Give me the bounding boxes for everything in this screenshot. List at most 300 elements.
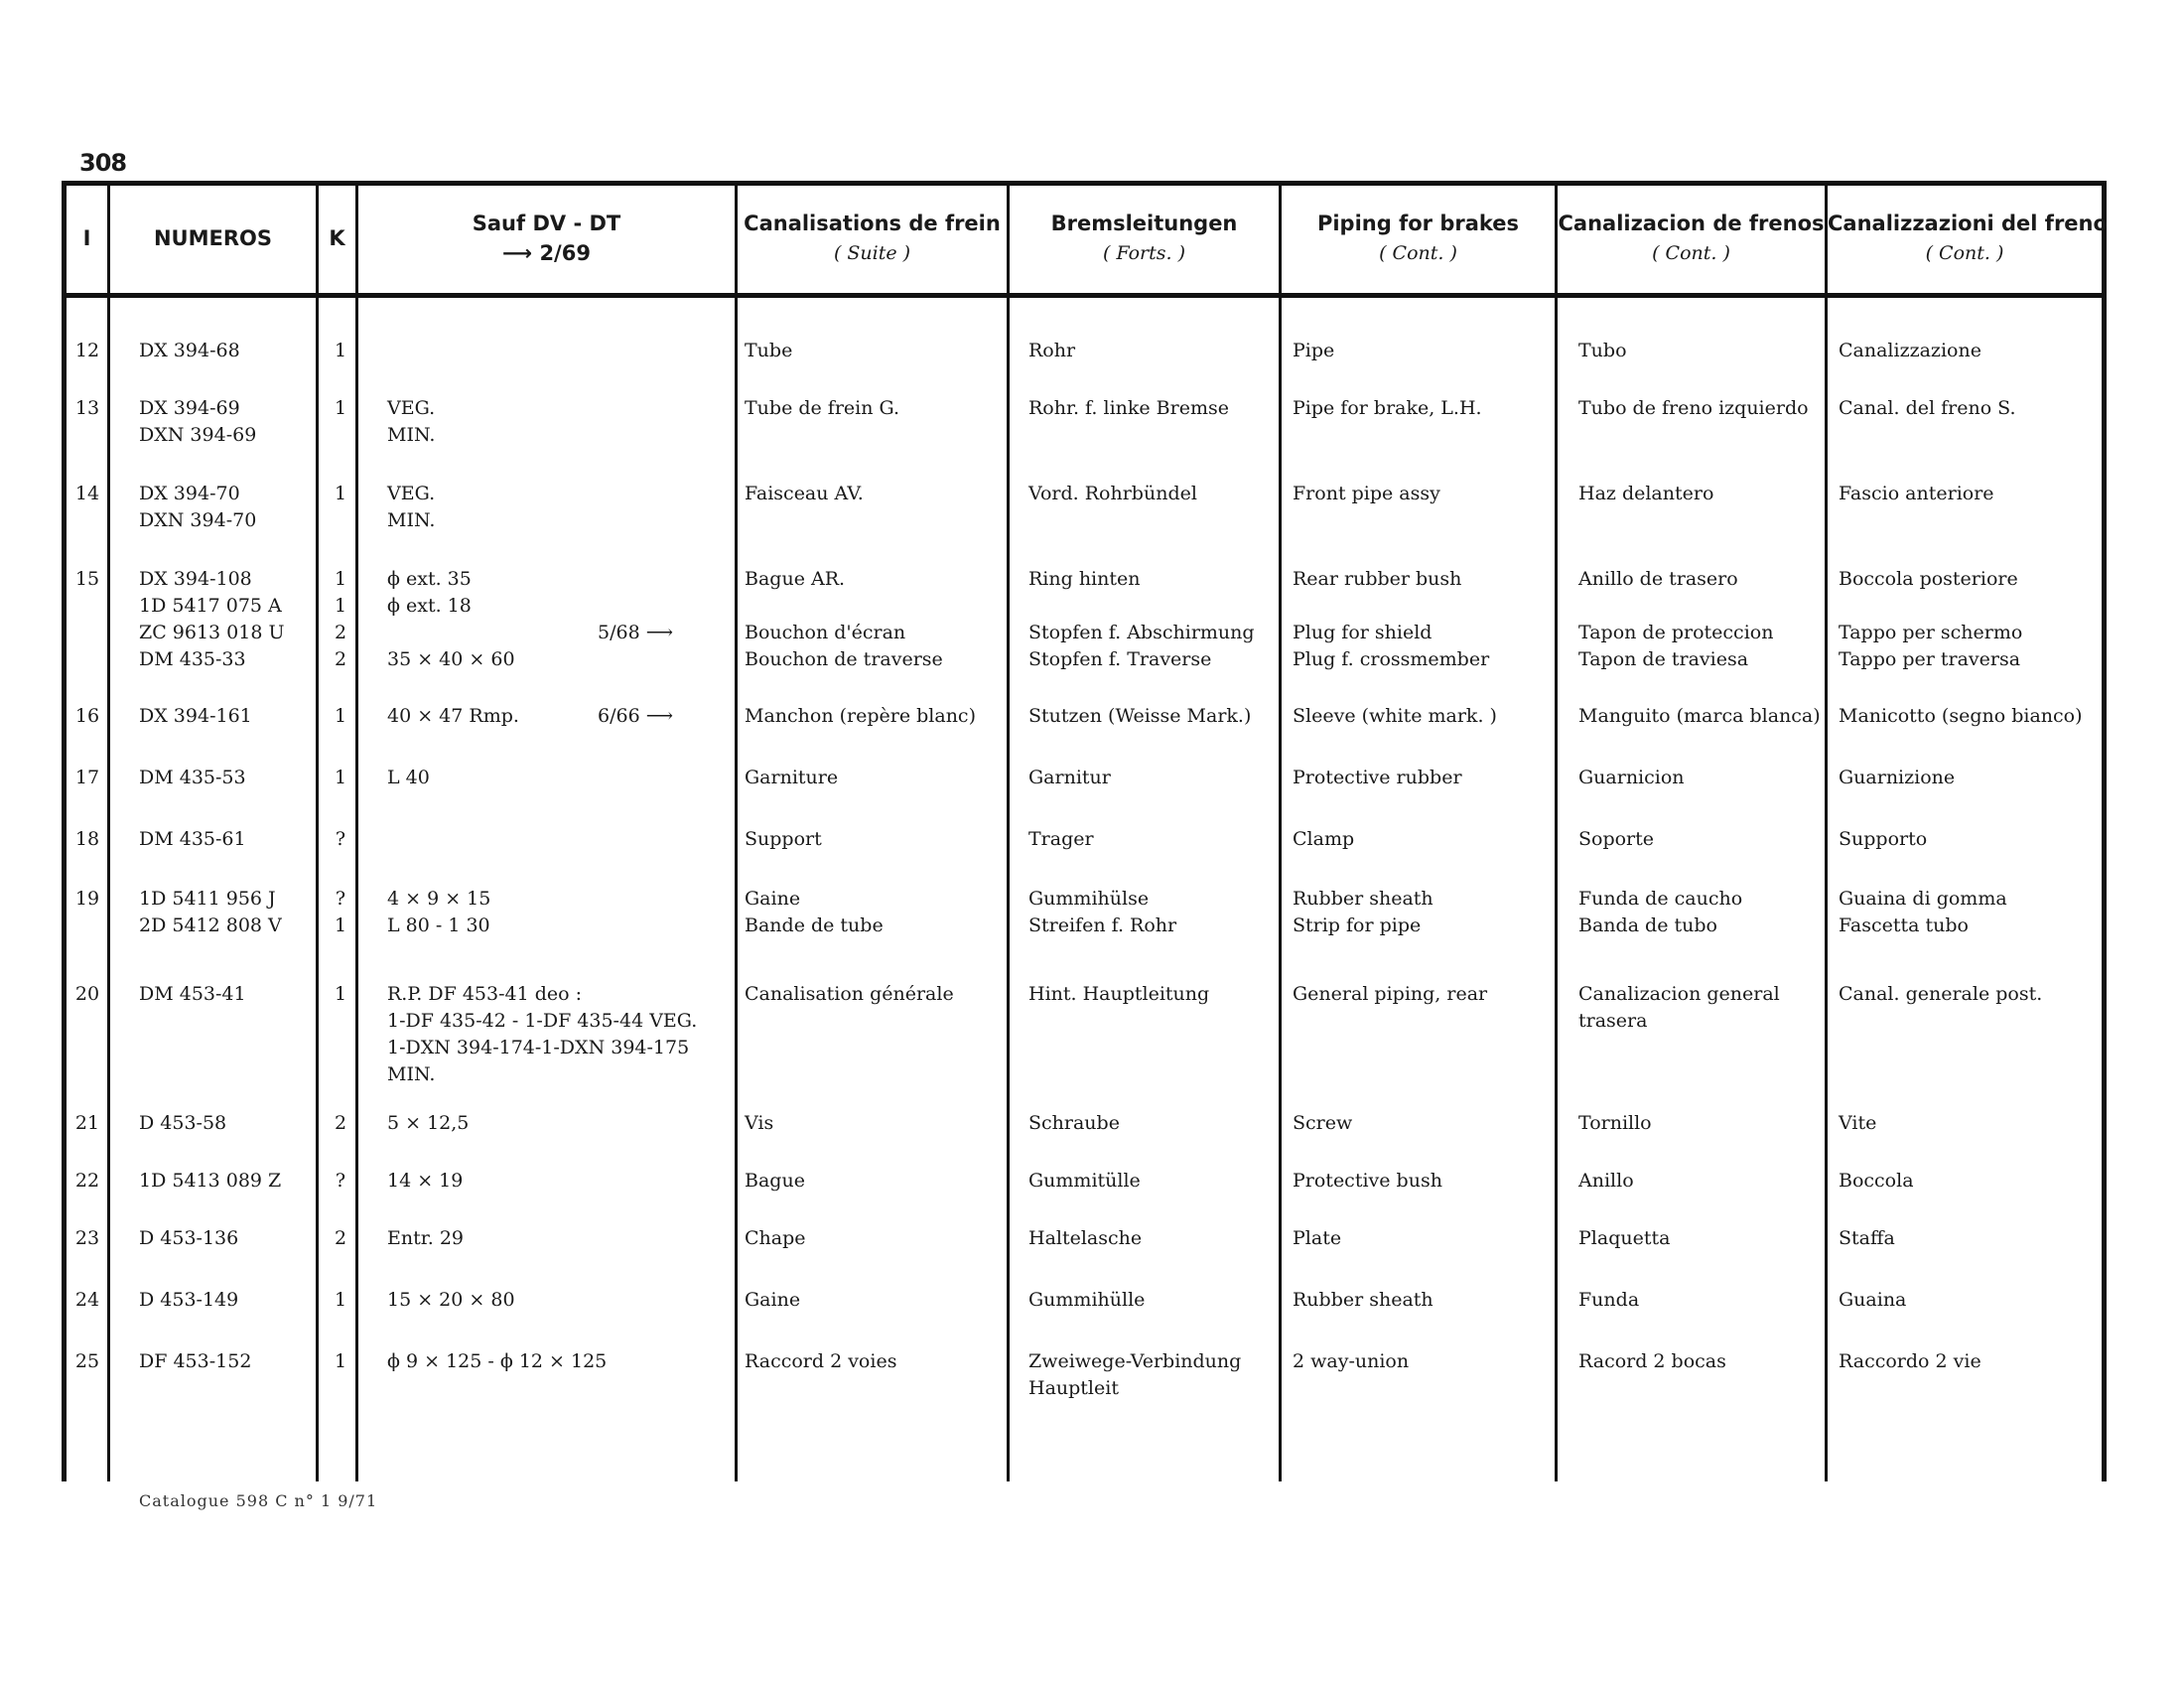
desc-german-text: Gummihülle [1028, 1289, 1146, 1311]
variant-note-text: MIN. [387, 509, 436, 531]
desc-english-text: Rear rubber bush [1293, 568, 1462, 590]
desc-french-line [745, 620, 1003, 646]
desc-english [1293, 981, 1561, 1008]
desc-spanish-text: Tapon de proteccion [1578, 622, 1774, 643]
item-number: 19 [74, 888, 100, 910]
variant-note [387, 1168, 725, 1195]
desc-german-text: Schraube [1028, 1112, 1120, 1134]
desc-german-text: Vord. Rohrbündel [1028, 483, 1197, 504]
quantity-text: 1 [334, 483, 347, 504]
part-number-line [139, 913, 308, 939]
quantity-text: 2 [334, 1112, 347, 1134]
part-number-text: DXN 394-69 [139, 424, 257, 446]
desc-german [1028, 1168, 1282, 1195]
quantity-line [326, 703, 355, 730]
part-number-line [139, 481, 308, 507]
variant-note-line [387, 1287, 725, 1314]
desc-spanish-text: Plaquetta [1578, 1227, 1671, 1249]
item-number: 14 [74, 483, 100, 504]
part-number [139, 1225, 308, 1252]
desc-french-line [745, 1287, 1003, 1314]
variant-note-line [387, 1225, 725, 1252]
desc-italian [1839, 481, 2097, 507]
desc-german [1028, 1348, 1282, 1402]
part-number [139, 481, 308, 534]
desc-spanish-line [1578, 593, 1827, 620]
desc-italian-text: Canal. del freno S. [1839, 397, 2016, 419]
desc-english [1293, 1348, 1561, 1375]
item-number: 12 [74, 340, 100, 361]
desc-french-text: Chape [745, 1227, 806, 1249]
header-bottom-rule [62, 293, 2107, 298]
desc-french [745, 1348, 1003, 1375]
variant-note-line [387, 913, 725, 939]
desc-italian-line [1839, 1168, 2097, 1195]
desc-italian-text: Manicotto (segno bianco) [1839, 705, 2083, 727]
variant-note [387, 395, 725, 449]
desc-german-text: Stopfen f. Traverse [1028, 648, 1212, 670]
variant-note-line [387, 1008, 725, 1035]
desc-italian [1839, 1168, 2097, 1195]
desc-spanish-line [1578, 826, 1827, 853]
page-number: 308 [79, 149, 127, 177]
desc-french [745, 1110, 1003, 1137]
col-divider [316, 181, 319, 1481]
desc-italian [1839, 826, 2097, 853]
desc-english [1293, 1287, 1561, 1314]
desc-spanish-text: Tubo [1578, 340, 1627, 361]
col-divider [735, 181, 738, 1481]
desc-italian [1839, 765, 2097, 791]
desc-spanish-line [1578, 646, 1827, 673]
desc-english-text: Front pipe assy [1293, 483, 1440, 504]
quantity-text: ? [335, 828, 346, 850]
desc-italian-text: Tappo per traversa [1839, 648, 2021, 670]
desc-english-line [1293, 646, 1561, 673]
desc-english-text: Protective bush [1293, 1170, 1442, 1192]
part-number-text: 2D 5412 808 V [139, 914, 282, 936]
part-number [139, 826, 308, 853]
part-number-line [139, 620, 308, 646]
variant-note [387, 981, 725, 1088]
desc-english-line [1293, 620, 1561, 646]
part-number-line [139, 703, 308, 730]
desc-italian-text: Guaina [1839, 1289, 1907, 1311]
desc-german-text: Trager [1028, 828, 1094, 850]
desc-english-line [1293, 913, 1561, 939]
variant-note [387, 886, 725, 939]
desc-french-text: Bouchon de traverse [745, 648, 943, 670]
desc-italian-text: Staffa [1839, 1227, 1895, 1249]
desc-french-text: Bague AR. [745, 568, 846, 590]
part-number [139, 395, 308, 449]
desc-german-line [1028, 886, 1282, 913]
header-k: K [329, 226, 345, 250]
quantity-line [326, 593, 355, 620]
desc-italian [1839, 1110, 2097, 1137]
desc-spanish-text: Canalizacion general [1578, 983, 1780, 1005]
part-number-line [139, 422, 308, 449]
desc-german-line [1028, 1348, 1282, 1375]
part-number-line [139, 1168, 308, 1195]
part-number [139, 1348, 308, 1375]
variant-note [387, 1225, 725, 1252]
quantity [326, 338, 355, 364]
desc-spanish-line [1578, 981, 1827, 1008]
quantity-line [326, 913, 355, 939]
desc-french-line [745, 338, 1003, 364]
quantity [326, 1348, 355, 1375]
desc-spanish-line [1578, 1008, 1827, 1035]
quantity-text: 1 [334, 595, 347, 617]
header-french: Canalisations de frein ( Suite ) [744, 211, 1001, 264]
desc-english-text: Rubber sheath [1293, 888, 1433, 910]
desc-spanish-text: Anillo [1578, 1170, 1634, 1192]
desc-spanish-line [1578, 481, 1827, 507]
desc-spanish-line [1578, 1287, 1827, 1314]
desc-french-line [745, 1348, 1003, 1375]
part-number-text: DM 435-53 [139, 767, 246, 788]
desc-french-text: Canalisation générale [745, 983, 954, 1005]
desc-english-line [1293, 826, 1561, 853]
desc-spanish [1578, 1110, 1827, 1137]
variant-note-line [387, 646, 725, 673]
desc-german [1028, 566, 1282, 673]
desc-english [1293, 826, 1561, 853]
desc-italian-text: Guarnizione [1839, 767, 1956, 788]
desc-french-line [745, 981, 1003, 1008]
desc-german-line [1028, 981, 1282, 1008]
variant-note-line [387, 703, 725, 730]
quantity-line [326, 826, 355, 853]
part-number-text: D 453-149 [139, 1289, 239, 1311]
item-number: 16 [74, 705, 100, 727]
part-number-text: DF 453-152 [139, 1350, 252, 1372]
header-italian: Canalizzazioni del freno ( Cont. ) [1828, 211, 2108, 264]
desc-english-text: 2 way-union [1293, 1350, 1410, 1372]
desc-german-line [1028, 620, 1282, 646]
desc-italian-line [1839, 566, 2097, 593]
desc-spanish [1578, 1225, 1827, 1252]
quantity-line [326, 1348, 355, 1375]
desc-italian-line [1839, 886, 2097, 913]
variant-note-text: 1-DXN 394-174-1-DXN 394-175 [387, 1037, 690, 1058]
quantity-text: 1 [334, 340, 347, 361]
quantity-text: 1 [334, 983, 347, 1005]
desc-german-line [1028, 1225, 1282, 1252]
desc-english-line [1293, 765, 1561, 791]
quantity-text: 1 [334, 1289, 347, 1311]
desc-spanish-line [1578, 1110, 1827, 1137]
quantity-line [326, 981, 355, 1008]
header-english: Piping for brakes ( Cont. ) [1316, 211, 1520, 264]
desc-italian-line [1839, 338, 2097, 364]
variant-note [387, 1110, 725, 1137]
desc-english [1293, 765, 1561, 791]
desc-german-text: Hint. Hauptleitung [1028, 983, 1210, 1005]
desc-french [745, 765, 1003, 791]
quantity-line [326, 646, 355, 673]
desc-german-text: Ring hinten [1028, 568, 1141, 590]
part-number-line [139, 1225, 308, 1252]
quantity-line [326, 1110, 355, 1137]
part-number-line [139, 981, 308, 1008]
desc-french-text: Gaine [745, 1289, 801, 1311]
variant-note-line [387, 1035, 725, 1061]
desc-english-line [1293, 481, 1561, 507]
desc-spanish-line [1578, 886, 1827, 913]
desc-italian [1839, 1287, 2097, 1314]
desc-italian-text: Canalizzazione [1839, 340, 1981, 361]
quantity [326, 765, 355, 791]
part-number-text: DM 435-33 [139, 648, 246, 670]
part-number-text: DM 435-61 [139, 828, 246, 850]
desc-french-text: Gaine [745, 888, 801, 910]
desc-italian-line [1839, 646, 2097, 673]
desc-french-text: Tube [745, 340, 793, 361]
variant-note-line [387, 886, 725, 913]
desc-french-line [745, 395, 1003, 422]
part-number-line [139, 507, 308, 534]
part-number [139, 703, 308, 730]
part-number-line [139, 566, 308, 593]
part-number-line [139, 395, 308, 422]
desc-german-text: Gummihülse [1028, 888, 1150, 910]
desc-english-line [1293, 981, 1561, 1008]
desc-spanish [1578, 981, 1827, 1035]
variant-note-line [387, 481, 725, 507]
desc-spanish-text: Guarnicion [1578, 767, 1685, 788]
desc-italian-line [1839, 1287, 2097, 1314]
col-divider [107, 181, 110, 1481]
quantity [326, 1225, 355, 1252]
variant-note-text: 40 × 47 Rmp. [387, 705, 519, 727]
desc-german-line [1028, 646, 1282, 673]
desc-german [1028, 338, 1282, 364]
desc-french-line [745, 566, 1003, 593]
item-number: 17 [74, 767, 100, 788]
quantity-line [326, 395, 355, 422]
desc-spanish [1578, 481, 1827, 507]
part-number [139, 886, 308, 939]
quantity-line [326, 338, 355, 364]
desc-italian-text: Vite [1839, 1112, 1877, 1134]
desc-english-text: Plate [1293, 1227, 1342, 1249]
desc-italian [1839, 981, 2097, 1008]
desc-english-text: Plug for shield [1293, 622, 1433, 643]
desc-french [745, 886, 1003, 939]
variant-note-line [387, 566, 725, 593]
desc-italian-text: Fascio anteriore [1839, 483, 1994, 504]
desc-english-line [1293, 566, 1561, 593]
quantity-line [326, 886, 355, 913]
variant-note-line [387, 422, 725, 449]
part-number-text: 1D 5411 956 J [139, 888, 276, 910]
desc-french [745, 981, 1003, 1008]
quantity [326, 703, 355, 730]
desc-german [1028, 1225, 1282, 1252]
effective-date-note: 5/68 ⟶ [598, 622, 673, 643]
quantity-line [326, 481, 355, 507]
quantity-text: 1 [334, 1350, 347, 1372]
desc-english-text: Screw [1293, 1112, 1353, 1134]
desc-english-line [1293, 1110, 1561, 1137]
desc-spanish-line [1578, 703, 1827, 730]
item-number: 15 [74, 568, 100, 590]
part-number [139, 338, 308, 364]
part-number-line [139, 646, 308, 673]
desc-french [745, 1225, 1003, 1252]
desc-german-line [1028, 593, 1282, 620]
part-number-text: DX 394-70 [139, 483, 240, 504]
desc-english [1293, 1110, 1561, 1137]
desc-spanish [1578, 1348, 1827, 1375]
part-number [139, 1110, 308, 1137]
desc-french-text: Bande de tube [745, 914, 884, 936]
desc-spanish-text: Tornillo [1578, 1112, 1652, 1134]
part-number-text: D 453-58 [139, 1112, 227, 1134]
desc-spanish-line [1578, 1225, 1827, 1252]
desc-spanish-line [1578, 395, 1827, 422]
desc-french-text: Support [745, 828, 822, 850]
desc-english [1293, 886, 1561, 939]
header-item: I [82, 226, 91, 250]
quantity-text: ? [335, 1170, 346, 1192]
desc-french-line [745, 886, 1003, 913]
part-number-text: D 453-136 [139, 1227, 239, 1249]
effective-date-note: 6/66 ⟶ [598, 705, 673, 727]
desc-german-text: Haltelasche [1028, 1227, 1143, 1249]
variant-note-line [387, 395, 725, 422]
quantity-text: 1 [334, 705, 347, 727]
desc-german [1028, 981, 1282, 1008]
desc-german-text: Rohr [1028, 340, 1076, 361]
quantity-text: 1 [334, 914, 347, 936]
variant-note [387, 481, 725, 534]
desc-english-line [1293, 886, 1561, 913]
desc-german [1028, 1287, 1282, 1314]
desc-spanish [1578, 703, 1827, 730]
catalogue-footer: Catalogue 598 C n° 1 9/71 [139, 1491, 378, 1510]
desc-french [745, 566, 1003, 673]
desc-german-text: Rohr. f. linke Bremse [1028, 397, 1229, 419]
quantity [326, 826, 355, 853]
desc-spanish-line [1578, 1168, 1827, 1195]
desc-french-text: Manchon (repère blanc) [745, 705, 976, 727]
variant-note-text: ϕ ext. 35 [387, 568, 472, 590]
variant-note-text: Entr. 29 [387, 1227, 464, 1249]
header-numeros: NUMEROS [153, 226, 273, 250]
desc-french-line [745, 913, 1003, 939]
desc-spanish [1578, 1168, 1827, 1195]
desc-french [745, 395, 1003, 422]
desc-english-text: Protective rubber [1293, 767, 1462, 788]
item-number: 22 [74, 1170, 100, 1192]
variant-note [387, 703, 725, 730]
desc-french-line [745, 765, 1003, 791]
desc-german-text: Stutzen (Weisse Mark.) [1028, 705, 1252, 727]
desc-german [1028, 703, 1282, 730]
desc-english-line [1293, 1225, 1561, 1252]
desc-german-line [1028, 395, 1282, 422]
desc-spanish [1578, 886, 1827, 939]
part-number-line [139, 1348, 308, 1375]
desc-french [745, 1287, 1003, 1314]
quantity-line [326, 765, 355, 791]
quantity [326, 886, 355, 939]
desc-english-text: Clamp [1293, 828, 1355, 850]
variant-note-line [387, 981, 725, 1008]
desc-spanish-text: Anillo de trasero [1578, 568, 1738, 590]
quantity-text: 2 [334, 622, 347, 643]
desc-german [1028, 1110, 1282, 1137]
desc-english [1293, 338, 1561, 364]
variant-note-text: L 40 [387, 767, 430, 788]
desc-italian [1839, 566, 2097, 673]
desc-spanish [1578, 1287, 1827, 1314]
part-number-text: 1D 5417 075 A [139, 595, 282, 617]
desc-english-line [1293, 1168, 1561, 1195]
variant-note-text: L 80 - 1 30 [387, 914, 490, 936]
desc-german-line [1028, 338, 1282, 364]
desc-italian-text: Raccordo 2 vie [1839, 1350, 1981, 1372]
quantity [326, 1168, 355, 1195]
part-number [139, 765, 308, 791]
desc-italian-text: Canal. generale post. [1839, 983, 2043, 1005]
part-number-text: DX 394-161 [139, 705, 252, 727]
desc-german-text: Gummitülle [1028, 1170, 1141, 1192]
item-number: 23 [74, 1227, 100, 1249]
desc-german-line [1028, 703, 1282, 730]
variant-note-text: ϕ ext. 18 [387, 595, 472, 617]
desc-spanish-line [1578, 1348, 1827, 1375]
desc-italian-text: Fascetta tubo [1839, 914, 1969, 936]
variant-note-text: 1-DF 435-42 - 1-DF 435-44 VEG. [387, 1010, 698, 1032]
quantity [326, 566, 355, 673]
variant-note-text: 4 × 9 × 15 [387, 888, 491, 910]
col-divider [1007, 181, 1010, 1481]
header-sauf: Sauf DV - DT ⟶ 2/69 [472, 211, 621, 265]
part-number-text: DX 394-69 [139, 397, 240, 419]
desc-german-text: Garnitur [1028, 767, 1111, 788]
desc-italian [1839, 1348, 2097, 1375]
desc-french [745, 826, 1003, 853]
desc-english [1293, 1225, 1561, 1252]
desc-spanish [1578, 338, 1827, 364]
desc-french-line [745, 1225, 1003, 1252]
variant-note [387, 566, 725, 673]
desc-spanish-line [1578, 913, 1827, 939]
quantity-line [326, 1287, 355, 1314]
header-german: Bremsleitungen ( Forts. ) [1050, 211, 1238, 264]
desc-english-line [1293, 338, 1561, 364]
quantity [326, 395, 355, 422]
desc-german-line [1028, 913, 1282, 939]
desc-french-line [745, 1168, 1003, 1195]
desc-spanish-text: Funda de caucho [1578, 888, 1743, 910]
variant-note-text: VEG. [387, 483, 436, 504]
part-number-text: 1D 5413 089 Z [139, 1170, 282, 1192]
desc-italian-line [1839, 481, 2097, 507]
item-number: 18 [74, 828, 100, 850]
part-number-line [139, 1110, 308, 1137]
desc-french-text: Garniture [745, 767, 839, 788]
desc-french [745, 481, 1003, 507]
desc-english-line [1293, 593, 1561, 620]
desc-french [745, 1168, 1003, 1195]
desc-german [1028, 826, 1282, 853]
part-number-line [139, 826, 308, 853]
